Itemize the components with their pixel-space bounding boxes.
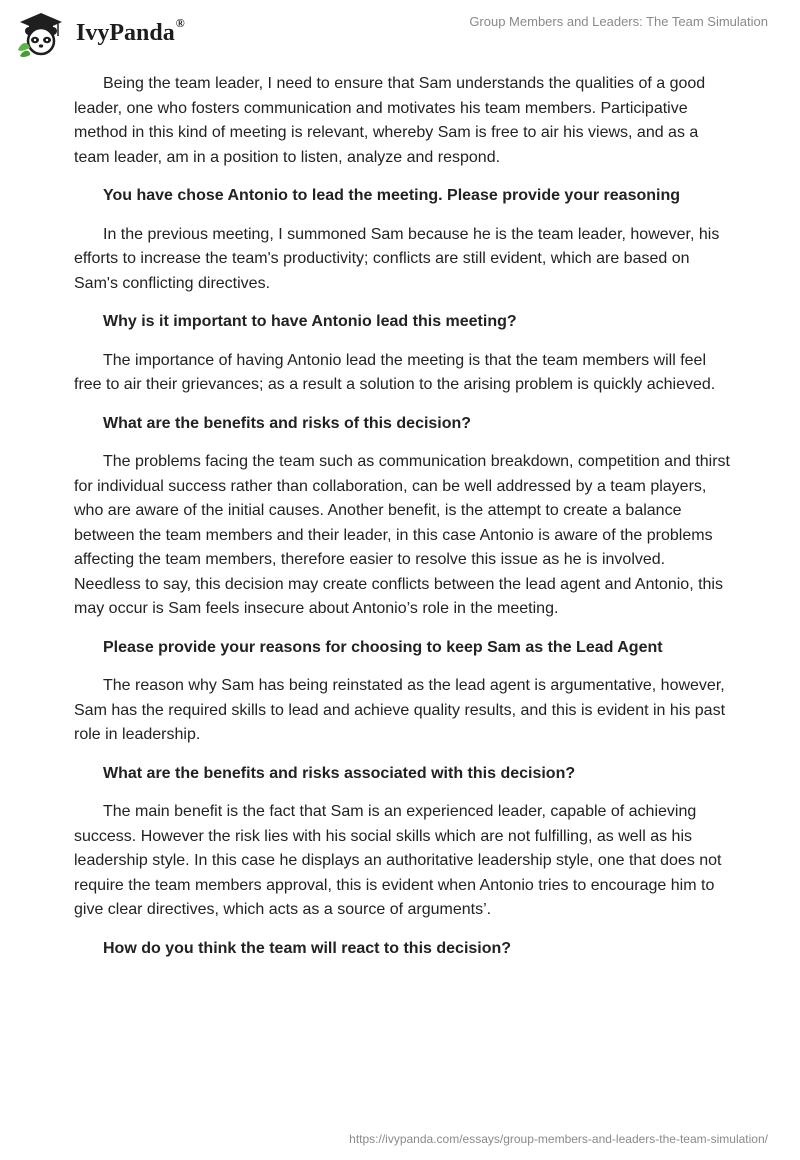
ivypanda-logo[interactable]	[14, 10, 194, 58]
paragraph: Being the team leader, I need to ensure that Sam understands the qualities of a good leader, one who fosters communication and motivates his team members. Participative method in this kind of meeting is relevant, whereby Sam is free to air his views, and as a team leader, am in a position to listen, analyze and respond.	[74, 75, 706, 166]
panda-graduate-icon	[14, 10, 68, 58]
paragraph: The reason why Sam has being reinstated as the lead agent is argumentative, however, Sam has the required skills to lead and achieve quality results, and this is evident in his past role in leadership.	[74, 677, 726, 743]
question-heading: How do you think the team will react to this decision?	[103, 939, 512, 957]
page-header	[0, 0, 800, 70]
document-title: Group Members and Leaders: The Team Simulation	[469, 14, 768, 29]
question-heading: Why is it important to have Antonio lead this meeting?	[103, 313, 517, 330]
paragraph: In the previous meeting, I summoned Sam because he is the team leader, however, his efforts to increase the team's productivity; conflicts are still evident, which are based on Sam's conflicting directives.	[74, 225, 720, 292]
logo-text: IvyPanda	[76, 20, 175, 46]
registered-mark: ®	[175, 16, 185, 30]
question-heading: What are the benefits and risks of this decision?	[103, 414, 472, 432]
question-heading: Please provide your reasons for choosing to keep Sam as the Lead Agent	[103, 638, 663, 656]
paragraph: The main benefit is the fact that Sam is an experienced leader, capable of achieving success. However the risk lies with his social skills which are not fulfilling, as well as his leadership style. In this case he displays an authoritative leadership style, one that does not require the team members approval, this is evident when Antonio tries to encourage him to give clear directives, which acts as a source of arguments’.	[74, 803, 722, 918]
paragraph: The importance of having Antonio lead the meeting is that the team members will feel free to air their grievances; as a result a solution to the arising problem is quickly achieved.	[74, 351, 716, 393]
logo-wordmark	[76, 16, 185, 47]
essay-body	[74, 72, 734, 975]
paragraph: The problems facing the team such as communication breakdown, competition and thirst for individual success rather than collaboration, can be well addressed by a team players, who are aware of the initial causes. Another benefit, is the attempt to create a balance between the team members and their leader, in this case Antonio is aware of the problems affecting the team members, therefore easier to resolve this issue as he is involved. Needless to say, this decision may create conflicts between the lead agent and Antonio, this may occur is Sam feels insecure about Antonio’s role in the meeting.	[74, 453, 730, 617]
source-url[interactable]: https://ivypanda.com/essays/group-members-and-leaders-the-team-simulation/	[349, 1132, 768, 1146]
question-heading: What are the benefits and risks associated with this decision?	[103, 764, 576, 782]
question-heading: You have chose Antonio to lead the meeting. Please provide your reasoning	[103, 187, 681, 204]
